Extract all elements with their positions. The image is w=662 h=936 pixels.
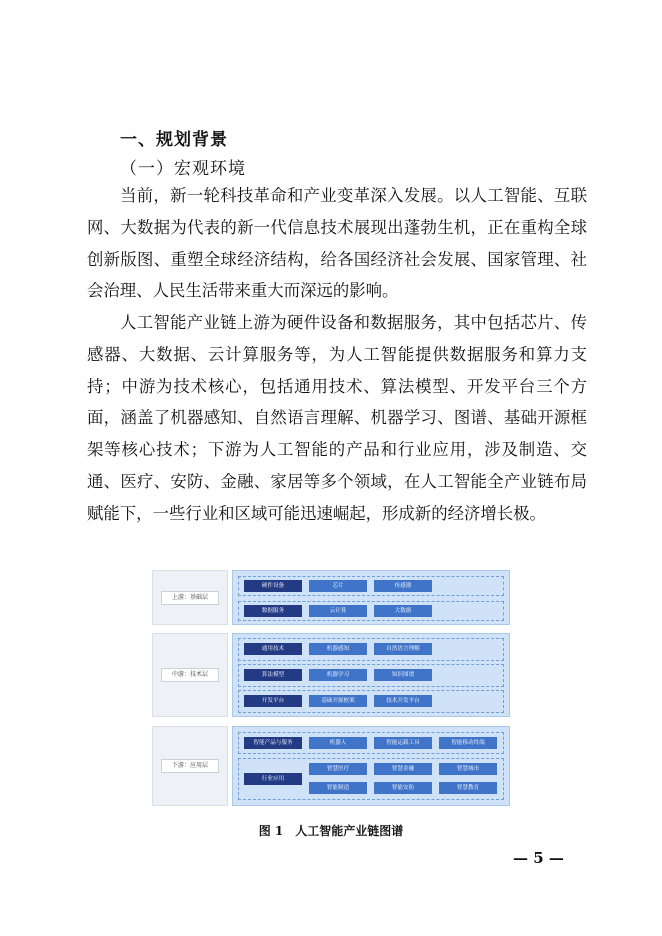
chip-security: 智能安防 bbox=[374, 782, 432, 794]
industry-chain-diagram bbox=[152, 570, 510, 808]
section-heading: 一、规划背景 bbox=[120, 130, 228, 150]
downstream-row-industry bbox=[238, 758, 504, 800]
chip-kg: 知识图谱 bbox=[374, 669, 432, 681]
chip-chip: 芯片 bbox=[309, 580, 367, 592]
chip-manufacturing: 智能制造 bbox=[309, 782, 367, 794]
chip-algorithm: 算法模型 bbox=[244, 669, 302, 681]
figure-caption: 图 1 人工智能产业链图谱 bbox=[258, 824, 404, 838]
chip-devplatform: 技术开发平台 bbox=[374, 695, 432, 707]
chip-products: 智能产品与服务 bbox=[244, 737, 302, 749]
midstream-row-general bbox=[238, 638, 504, 661]
chip-platform: 开发平台 bbox=[244, 695, 302, 707]
downstream-label: 下游：应用层 bbox=[161, 759, 219, 773]
downstream-row-products bbox=[238, 732, 504, 754]
upstream-label: 上游：基础层 bbox=[161, 591, 219, 605]
chip-robot: 机器人 bbox=[309, 737, 367, 749]
paragraph-industry-chain: 人工智能产业链上游为硬件设备和数据服务，其中包括芯片、传感器、大数据、云计算服务等，为人工智能提供数据服务和算力支持；中游为技术核心，包括通用技术、算法模型、开发平台三个方面，涵盖了机器感知、自然语言理解、机器学习、图谱、基础开源框架等核心技术；下游为人工智能的产品和行业应用，涉及制造、交通、医疗、安防、金融、家居等多个领域，在人工智能全产业链布局赋能下，一些行业和区域可能迅速崛起，形成新的经济增长极。 bbox=[87, 313, 587, 523]
chip-framework: 基础开源框架 bbox=[309, 695, 367, 707]
upstream-row-hardware bbox=[238, 576, 504, 596]
chip-industry: 行业应用 bbox=[244, 773, 302, 785]
chip-sensor: 传感器 bbox=[374, 580, 432, 592]
chip-vehicle: 智能运载工具 bbox=[374, 737, 432, 749]
upstream-row-data bbox=[238, 601, 504, 621]
chip-finance: 智慧金融 bbox=[374, 763, 432, 775]
chip-terminal: 智能移动终端 bbox=[439, 737, 497, 749]
chip-perception: 机器感知 bbox=[309, 643, 367, 655]
chip-cloud: 云计算 bbox=[309, 605, 367, 617]
downstream-layer bbox=[152, 726, 510, 806]
midstream-row-platform bbox=[238, 690, 504, 713]
chip-data-service: 数据服务 bbox=[244, 605, 302, 617]
chip-education: 智慧教育 bbox=[439, 782, 497, 794]
chip-nlu: 自然语言理解 bbox=[374, 643, 432, 655]
paragraph-macro-environment: 当前，新一轮科技革命和产业变革深入发展。以人工智能、互联网、大数据为代表的新一代信息技术展现出蓬勃生机，正在重构全球创新版图、重塑全球经济结构，给各国经济社会发展、国家管理、社会治理、人民生活带来重大而深远的影响。 bbox=[87, 186, 587, 301]
chip-ml: 机器学习 bbox=[309, 669, 367, 681]
subsection-heading: （一）宏观环境 bbox=[120, 159, 246, 179]
chip-bigdata: 大数据 bbox=[374, 605, 432, 617]
midstream-label: 中游：技术层 bbox=[161, 668, 219, 682]
midstream-layer bbox=[152, 633, 510, 717]
chip-medical: 智慧医疗 bbox=[309, 763, 367, 775]
midstream-row-algorithm bbox=[238, 664, 504, 687]
page-number: — 5 — bbox=[513, 849, 564, 867]
chip-city: 智慧城市 bbox=[439, 763, 497, 775]
upstream-layer bbox=[152, 570, 510, 625]
chip-general-tech: 通用技术 bbox=[244, 643, 302, 655]
chip-hardware: 硬件设备 bbox=[244, 580, 302, 592]
